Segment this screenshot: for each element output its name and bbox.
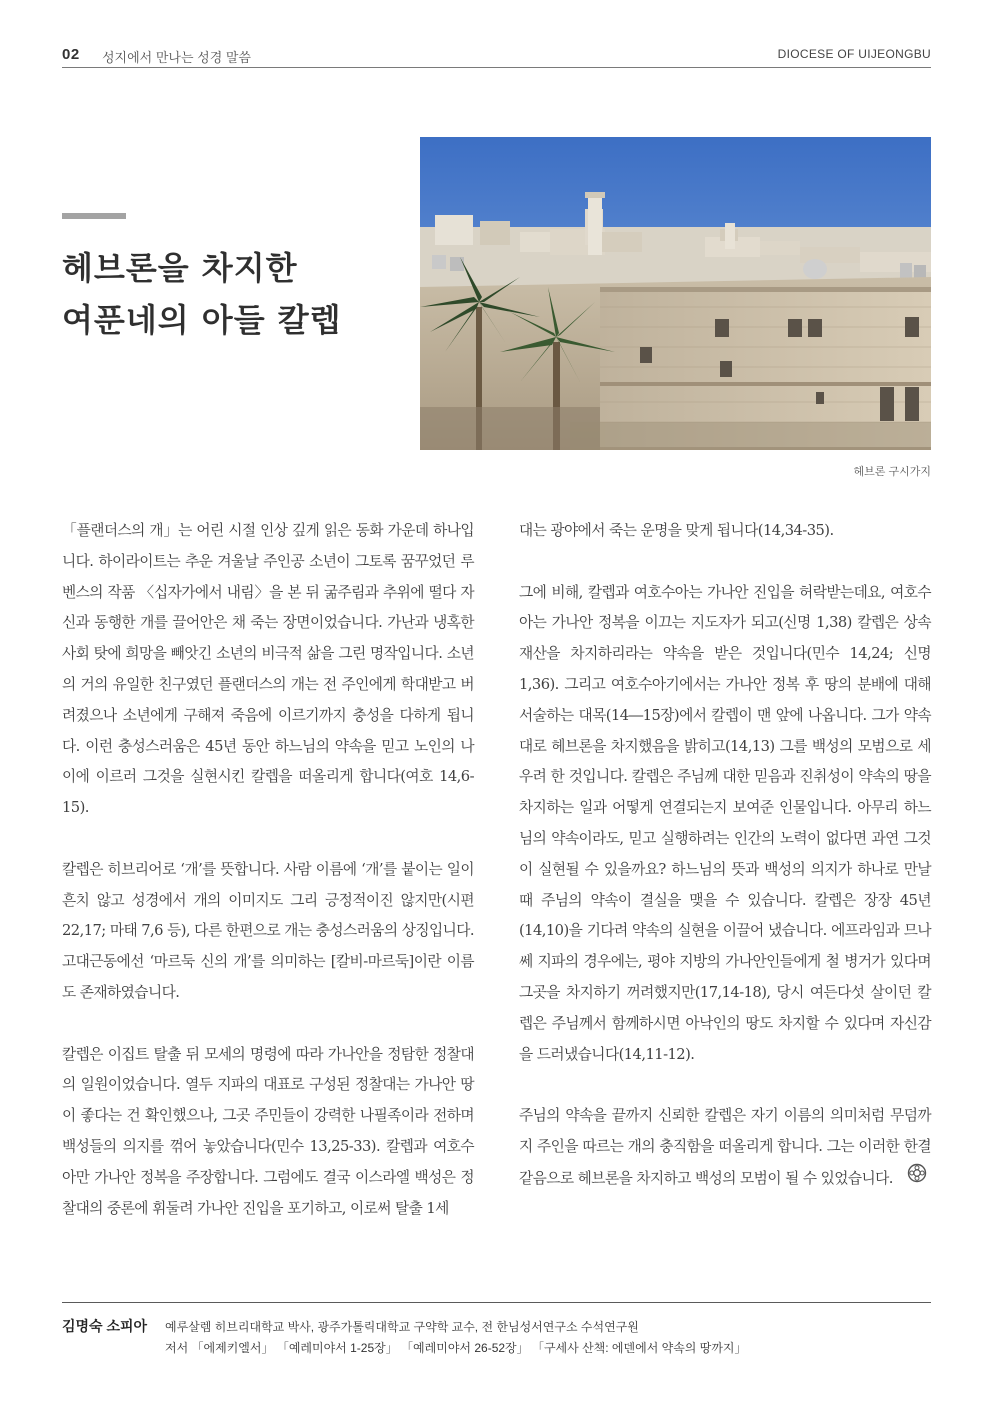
paragraph: 「플랜더스의 개」는 어린 시절 인상 깊게 읽은 동화 가운데 하나입니다. 하이라이트는 추운 겨울날 주인공 소년이 그토록 꿈꾸었던 루벤스의 작품 〈십자가에서 내림〉을 본 뒤 굶주림과 추위에 떨다 자신과 동행한 개를 끌어안은 채 죽는 장면이었습니다. 가난과 냉혹한 사회 탓에 희망을 빼앗긴 소년의 비극적 삶을 그린 명작입니다. 소년의 거의 유일한 친구였던 플랜더스의 개는 전 주인에게 학대받고 버려졌으나 소년에게 구해져 죽음에 이르기까지 충성을 다하게 됩니다. 이런 충성스러움은 45년 동안 하느님의 약속을 믿고 노인의 나이에 이르러 그것을 실현시킨 칼렙을 떠올리게 합니다(여호 14,6-15).	[62, 522, 474, 817]
article-title	[62, 242, 342, 346]
body-column-left	[62, 516, 474, 1224]
author-bio-line-2: 저서 「에제키엘서」 「예레미야서 1-25장」 「예레미야서 26-52장」 「구세사 산책: 에덴에서 약속의 땅까지」	[165, 1341, 747, 1355]
paragraph: 그에 비해, 칼렙과 여호수아는 가나안 진입을 허락받는데요, 여호수아는 가나안 정복을 이끄는 지도자가 되고(신명 1,38) 칼렙은 상속 재산을 차지하리라는 약속을 받은 것입니다(민수 14,24; 신명 1,36). 그리고 여호수아기에서는 가나안 정복 후 땅의 분배에 대해 서술하는 대목(14―15장)에서 칼렙이 맨 앞에 나옵니다. 그가 약속대로 헤브론을 차지했음을 밝히고(14,13) 그를 백성의 모범으로 세우려 한 것입니다. 칼렙은 주님께 대한 믿음과 진취성이 약속의 땅을 차지하는 일과 어떻게 연결되는지 보여준 인물입니다. 아무리 하느님의 약속이라도, 믿고 실행하려는 인간의 노력이 없다면 과연 그것이 실현될 수 있을까요? 하느님의 뜻과 백성의 의지가 하나로 만날 때 주님의 약속이 결실을 맺을 수 있습니다. 칼렙은 장장 45년(14,10)을 기다려 약속의 실현을 이끌어 냈습니다. 에프라임과 므나쎄 지파의 경우에는, 평야 지방의 가나안인들에게 철 병거가 있다며 그곳을 차지하기 꺼려했지만(17,14-18), 당시 여든다섯 살이던 칼렙은 주님께서 함께하시면 아낙인의 땅도 차지할 수 있다며 자신감을 드러냈습니다(14,11-12).	[519, 583, 931, 1063]
paragraph: 대는 광야에서 죽는 운명을 맞게 됩니다(14,34-35).	[519, 522, 834, 539]
photo-caption: 헤브론 구시가지	[853, 466, 931, 478]
author-bio	[165, 1317, 747, 1359]
title-accent-bar	[62, 213, 126, 219]
diocese-name: DIOCESE OF UIJEONGBU	[777, 47, 931, 61]
page-header	[62, 44, 931, 68]
paragraph: 칼렙은 이집트 탈출 뒤 모세의 명령에 따라 가나안을 정탐한 정찰대의 일원이었습니다. 열두 지파의 대표로 구성된 정찰대는 가나안 땅이 좋다는 건 확인했으나, 그곳 주민들이 강력한 나필족이라 전하며 백성들의 의지를 꺾어 놓았습니다(민수 13,25-33). 칼렙과 여호수아만 가나안 정복을 주장합니다. 그럼에도 결국 이스라엘 백성은 정찰대의 중론에 휘둘려 가나안 진입을 포기하고, 이로써 탈출 1세	[62, 1045, 474, 1217]
hebron-old-city-photo	[420, 137, 931, 450]
body-column-right	[519, 516, 931, 1195]
paragraph: 칼렙은 히브리어로 ‘개’를 뜻합니다. 사람 이름에 ‘개’를 붙이는 일이 흔치 않고 성경에서 개의 이미지도 그리 긍정적이진 않지만(시편 22,17; 마태 7,6 등), 다른 한편으로 개는 충성스러움의 상징입니다. 고대근동에선 ‘마르둑 신의 개’를 의미하는 [칼비-마르둑]이란 이름도 존재하였습니다.	[62, 860, 474, 1001]
title-line-2: 여푼네의 아들 칼렙	[62, 301, 342, 339]
paragraph-last	[519, 1101, 931, 1194]
page-number: 02	[62, 46, 80, 63]
author-name: 김명숙 소피아	[62, 1318, 148, 1334]
section-title: 성지에서 만나는 성경 말씀	[102, 50, 251, 65]
paragraph-text: 주님의 약속을 끝까지 신뢰한 칼렙은 자기 이름의 의미처럼 무덤까지 주인을 따르는 개의 충직함을 떠올리게 합니다. 그는 이러한 한결같음으로 헤브론을 차지하고 백성의 모범이 될 수 있었습니다.	[519, 1107, 931, 1187]
ornament-end-icon	[907, 1163, 927, 1195]
title-line-1: 헤브론을 차지한	[62, 249, 298, 287]
footer-divider	[62, 1302, 931, 1303]
author-bio-line-1: 예루살렘 히브리대학교 박사, 광주가톨릭대학교 구약학 교수, 전 한님성서연구소 수석연구원	[165, 1320, 639, 1334]
